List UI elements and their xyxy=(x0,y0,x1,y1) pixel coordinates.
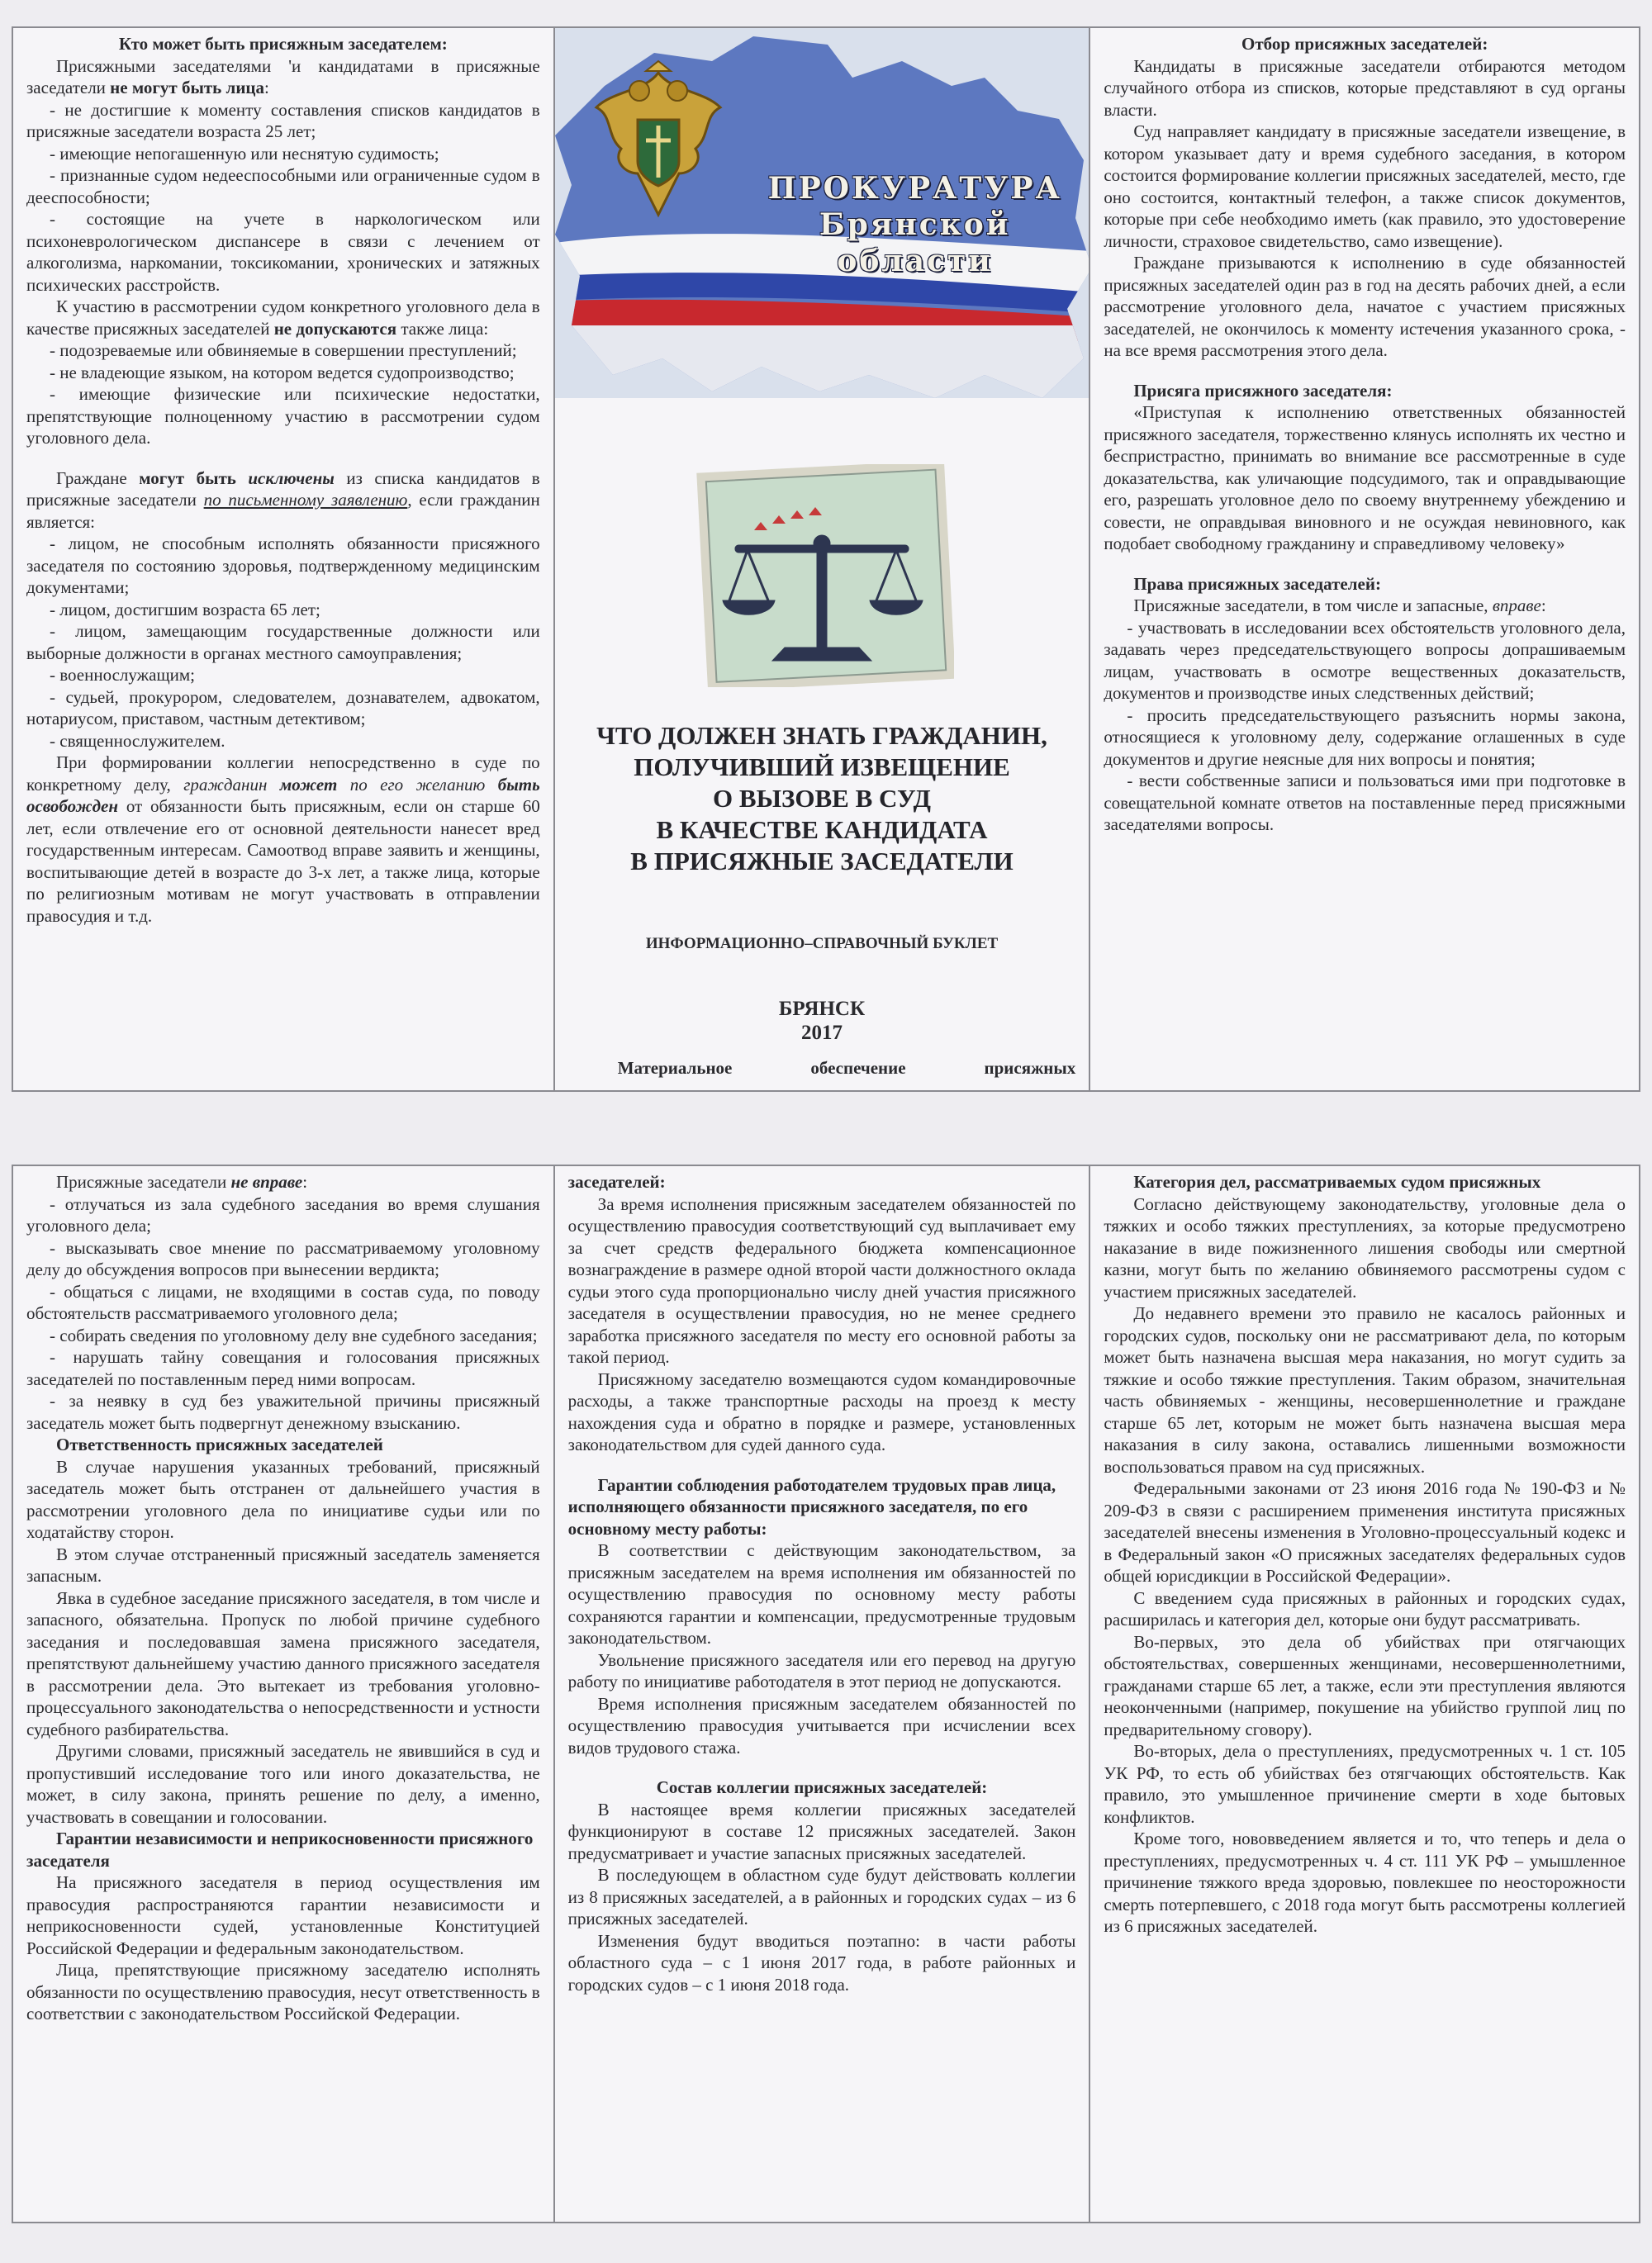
para-composition-2: В последующем в областном суде будут действовать коллегии из 8 присяжных заседателей, а в районных и городских судах – из 6 присяжных заседателей. xyxy=(567,1865,1076,1929)
column-case-categories xyxy=(1089,1166,1639,2222)
list-item: - военнослужащим; xyxy=(50,665,195,685)
text-may: может xyxy=(279,774,338,795)
list-item: - вести собственные записи и пользоваться ими при подготовке в совещательной комнате ответов на поставленные перед присяжными заседателями вопросы. xyxy=(1104,771,1626,834)
para-cat-3: Федеральными законами от 23 июня 2016 года № 190-ФЗ и № 209-ФЗ в связи с расширением применения института присяжных заседателей внесены изменения в Уголовно-процессуальный кодекс и в Федеральный закон «О присяжных заседателях федеральных судов общей юрисдикции в Российской Федерации». xyxy=(1104,1478,1626,1586)
heading-composition: Состав коллегии присяжных заседателей: xyxy=(656,1777,988,1797)
text-part-c: также лица: xyxy=(401,318,489,339)
cover-title-line: О ВЫЗОВЕ В СУД xyxy=(713,784,931,813)
para-cat-1: Согласно действующему законодательству, уголовные дела о тяжких и особо тяжких преступлениях, за которые предусмотрено наказание в виде пожизненного лишения свободы или смертной казни, могут быть по желанию обвиняемого рассмотрены судом с участием присяжных заседателей. xyxy=(1104,1193,1626,1302)
heading-selection: Отбор присяжных заседателей: xyxy=(1241,34,1488,54)
cover-title-line: В ПРИСЯЖНЫЕ ЗАСЕДАТЕЛИ xyxy=(630,847,1014,875)
foot-word: присяжных xyxy=(984,1057,1076,1078)
para-cat-7: Кроме того, нововведением является и то, что теперь и дела о преступлениях, предусмотренных ч. 4 ст. 111 УК РФ – умышленное причинение тяжкого вреда здоровью, повлекшее по неосторожности смерть потерпевшего, с 2018 года могут быть рассмотрены коллегией из 6 присяжных заседателей. xyxy=(1104,1829,1626,1936)
text-who-1: Присяжными заседателями 'и кандидатами в присяжные заседатели xyxy=(26,55,540,97)
foot-word: обеспечение xyxy=(810,1057,906,1078)
text-by-wish: по его желанию xyxy=(349,774,486,795)
para-cat-4: С введением суда присяжных в районных и городских судах, расширилась и категория дел, которые они будут рассматривать. xyxy=(1104,1587,1626,1630)
column-who-can-be-juror xyxy=(13,28,553,1090)
list-item: - не достигшие к моменту составления списков кандидатов в присяжные заседатели возраста 25 лет; xyxy=(26,99,540,141)
foot-word: Материальное xyxy=(617,1057,733,1078)
double-headed-eagle-emblem-icon xyxy=(588,58,729,223)
para-resp-4: Другими словами, присяжный заседатель не явившийся в суд и пропустивший исследование того или иного доказательства, не может, в силу закона, принять решение по делу, а именно, участвовать в совещании и голосовании. xyxy=(26,1741,540,1827)
text-rights-a: Присяжные заседатели, в том числе и запасные, xyxy=(1133,595,1488,615)
booklet-sheet-inner xyxy=(12,1165,1640,2223)
scales-of-justice-icon xyxy=(690,464,954,687)
list-item: - не владеющие языком, на котором ведется судопроизводство; xyxy=(50,362,515,382)
text-colon: : xyxy=(302,1172,308,1192)
list-item: - подозреваемые или обвиняемые в совершении преступлений; xyxy=(50,340,517,360)
para-rights xyxy=(1104,595,1626,617)
heading-responsibility: Ответственность присяжных заседателей xyxy=(56,1435,383,1454)
para-guar-2: Лица, препятствующие присяжному заседателю исполнять обязанности по осуществлению правосудия, несут ответственность в соответствии с законодательством Российской Федерации. xyxy=(26,1960,540,2023)
text-entitled: вправе xyxy=(1492,595,1541,615)
list-item: - за неявку в суд без уважительной причины присяжный заседатель может быть подвергнут денежному взысканию. xyxy=(26,1391,540,1433)
booklet-type: ИНФОРМАЦИОННО–СПРАВОЧНЫЙ БУКЛЕТ xyxy=(645,935,999,952)
cover-title-line: ПОЛУЧИВШИЙ ИЗВЕЩЕНИЕ xyxy=(634,752,1010,781)
cover-title-line: В КАЧЕСТВЕ КАНДИДАТА xyxy=(656,815,988,844)
para-cat-2: До недавнего времени это правило не касалось районных и городских судов, поскольку они не рассматривают дела, по которым может быть назначена высшая мера наказания, но могут судить за тяжкие и особо тяжкие преступления. Таким образом, значительная часть обвиняемых - женщины, несовершеннолетние и граждане старше 65 лет, которым не может быть назначена высшая мера наказания в силу закона, оставались лишенными возможности воспользоваться правом на суд присяжных. xyxy=(1104,1303,1626,1477)
text-written-request: по письменному заявлению xyxy=(203,490,408,510)
para-formation xyxy=(26,752,540,927)
booklet-sheet-outer xyxy=(12,26,1640,1092)
para-employer-3: Время исполнения присяжным заседателем обязанностей по осуществлению правосудия учитывается при исчислении всех видов трудового стажа. xyxy=(567,1693,1076,1758)
para-participation xyxy=(26,296,540,339)
text-form-a: При формировании коллегии непосредственно в суде по конкретному делу, xyxy=(26,752,540,795)
list-item: - собирать сведения по уголовному делу вне судебного заседания; xyxy=(50,1325,538,1345)
cover-title-line: ЧТО ДОЛЖЕН ЗНАТЬ ГРАЖДАНИН, xyxy=(596,721,1047,750)
para-oath: «Приступая к исполнению ответственных обязанностей присяжного заседателя, торжественно клянусь исполнять их честно и беспристрастно, принимать во внимание все рассмотренные в суде доказательства, как уличающие подсудимого, так и оправдывающие его, разрешать уголовное дело по своему внутреннему убеждению и совести, не оправдывая виновного и не осуждая невиновного, как подобает свободному гражданину и справедливому человеку» xyxy=(1104,402,1626,553)
para-cat-5: Во-первых, это дела об убийствах при отягчающих обстоятельствах, совершенных женщинами, несовершеннолетними, гражданами старше 65 лет, а также, если эти преступления являются неоконченными (например, покушение на убийство группой лиц по предварительному сговору). xyxy=(1104,1631,1626,1739)
heading-who-can-be-juror: Кто может быть присяжным заседателем: xyxy=(118,34,448,54)
para-resp-3: Явка в судебное заседание присяжного заседателя, в том числе и запасного, обязательна. Пропуск по любой причине судебного заседания и последовавшая замена присяжного заседателя, препятствуют дальнейшему участию данного присяжного заседателя в рассмотрении дела. Это вытекает из требования уголовно-процессуального законодательства о непосредственности и устности судебного разбирательства. xyxy=(26,1587,540,1739)
list-item: - имеющие физические или психические недостатки, препятствующие полноценному участию в рассмотрении судом уголовного дела. xyxy=(26,384,540,448)
heading-continued: заседателей: xyxy=(567,1172,666,1192)
list-item: - просить председательствующего разъяснить нормы закона, относящиеся к уголовному делу, содержание оглашенных в суде документов и другие неясные для них вопросы и понятия; xyxy=(1104,705,1626,769)
para-cat-6: Во-вторых, дела о преступлениях, предусмотренных ч. 1 ст. 105 УК РФ, то есть об убийствах без отягчающих обстоятельств. Как правило, это умышленное причинение смерти в ходе бытовых конфликтов. xyxy=(1104,1741,1626,1827)
text-form-f: от обязанности быть присяжным, если он старше 60 лет, если отвлечение его от основной деятельности нанесет вред государственным интересам. Самоотвод вправе заявить и женщины, воспитывающие детей в возрасте до 3-х лет, а также лица, которые по религиозным мотивам не могут участвовать в отправлении правосудия и т.д. xyxy=(26,796,540,926)
column-cover xyxy=(553,28,1089,1090)
list-item: - признанные судом недееспособными или ограниченные судом в дееспособности; xyxy=(26,165,540,207)
text-colon: : xyxy=(264,78,269,97)
text-not-allowed: не могут быть лица xyxy=(110,78,265,97)
heading-employer-guarantees: Гарантии соблюдения работодателем трудовых прав лица, исполняющего обязанности присяжного заседателя, по его основному месту работы: xyxy=(567,1474,1056,1539)
list-item: - отлучаться из зала судебного заседания во время слушания уголовного дела; xyxy=(26,1193,540,1236)
text-citizen: гражданин xyxy=(183,774,268,795)
column-prohibitions-responsibility xyxy=(13,1166,553,2222)
list-item: - лицом, замещающим государственные должности или выборные должности в органах местного самоуправления; xyxy=(26,621,540,663)
org-line-1: ПРОКУРАТУРА xyxy=(767,171,1062,206)
para-material-2: Присяжному заседателю возмещаются судом командировочные расходы, а также транспортные расходы на проезд к месту нахождения суда и обратно в порядке и размере, установленных законодательством для судей данного суда. xyxy=(567,1369,1076,1454)
text-be-released: быть освобожден xyxy=(26,774,540,816)
text-excluded: исключены xyxy=(248,467,335,488)
cover-title xyxy=(555,720,1089,877)
heading-case-categories: Категория дел, рассматриваемых судом присяжных xyxy=(1133,1172,1541,1192)
list-item: - состоящие на учете в наркологическом или психоневрологическом диспансере в связи с лечением от алкоголизма, наркомании, токсикомании, хронических и затяжных психических расстройств. xyxy=(26,209,540,295)
para-resp-2: В этом случае отстраненный присяжный заседатель заменяется запасным. xyxy=(26,1544,540,1586)
text-may-be: могут быть xyxy=(139,467,236,488)
para-employer-2: Увольнение присяжного заседателя или его перевод на другую работу по инициативе работодателя в этот период не допускаются. xyxy=(567,1649,1076,1691)
para-material-1: За время исполнения присяжным заседателем обязанностей по осуществлению правосудия соответствующий суд выплачивает ему за счет средств федерального бюджета компенсационное вознаграждение в размере одной второй части должностного оклада судьи этого суда пропорционально числу дней участия присяжного заседателя в осуществлении правосудия, но не менее среднего заработка присяжного заседателя по месту его основной работы за такой период. xyxy=(567,1193,1076,1367)
city: БРЯНСК xyxy=(778,997,866,1020)
list-item: - лицом, достигшим возраста 65 лет; xyxy=(50,599,320,619)
list-item: - лицом, не способным исполнять обязанности присяжного заседателя по состоянию здоровья, подтвержденному медицинским документами; xyxy=(26,534,540,597)
text-excl-a: Граждане xyxy=(56,467,127,488)
para-not-entitled xyxy=(26,1171,540,1193)
para-composition-1: В настоящее время коллегии присяжных заседателей функционируют в составе 12 присяжных заседателей. Закон предусматривает и участие запасных присяжных заседателей. xyxy=(567,1799,1076,1863)
prosecutor-office-title xyxy=(742,170,1089,279)
heading-guarantees-independence: Гарантии независимости и неприкосновенности присяжного заседателя xyxy=(26,1829,534,1871)
heading-rights: Права присяжных заседателей: xyxy=(1133,573,1381,594)
text-colon: : xyxy=(1540,595,1546,615)
year: 2017 xyxy=(801,1021,843,1044)
cover-banner xyxy=(555,28,1089,398)
heading-oath: Присяга присяжного заседателя: xyxy=(1133,380,1393,401)
list-item: - нарушать тайну совещания и голосования присяжных заседателей по поставленным перед ними вопросам. xyxy=(26,1347,540,1389)
list-item: - высказывать свое мнение по рассматриваемому уголовному делу до обсуждения вопросов при вынесении вердикта; xyxy=(26,1237,540,1279)
para-employer-1: В соответствии с действующим законодательством, за присяжным заседателем на время исполнения им обязанностей по осуществлению правосудия по основному месту работы сохраняются гарантии и компенсации, предусмотренные трудовым законодательством. xyxy=(567,1540,1076,1648)
list-item: - судьей, прокурором, следователем, дознавателем, адвокатом, нотариусом, приставом, частным детективом; xyxy=(26,686,540,728)
para-guar-1: На присяжного заседателя в период осуществления им правосудия распространяются гарантии независимости и неприкосновенности судей, установленные Конституцией Российской Федерации и федеральным законодательством. xyxy=(26,1872,540,1958)
para-composition-3: Изменения будут вводиться поэтапно: в части работы областного суда – с 1 июня 2017 года, в работе районных и городских судов – с 1 июня 2018 года. xyxy=(567,1930,1076,1995)
material-support-heading-start xyxy=(618,1057,1076,1079)
text-excl-f: , если гражданин является: xyxy=(26,490,540,532)
para-resp-1: В случае нарушения указанных требований, присяжный заседатель может быть отстранен от дальнейшего участия в рассмотрении уголовного дела по инициативе судьи или по ходатайству сторон. xyxy=(26,1456,540,1542)
list-item: - имеющие непогашенную или неснятую судимость; xyxy=(50,143,439,164)
para-exclusion xyxy=(26,467,540,534)
text-not-a: Присяжные заседатели xyxy=(56,1172,227,1192)
list-item: - участвовать в исследовании всех обстоятельств уголовного дела, задавать через председательствующего вопросы допрашиваемым лицам, участвовать в осмотре вещественных доказательств, документов и производстве иных следственных действий; xyxy=(1104,617,1626,703)
para-who xyxy=(26,55,540,99)
para-selection-3: Граждане призываются к исполнению в суде обязанностей присяжных заседателей один раз в год на десять рабочих дней, а если рассмотрение уголовного дела, начатое с участием присяжных заседателей, не окончилось к моменту истечения указанного срока, - на все время рассмотрения этого дела. xyxy=(1104,253,1626,360)
column-material-support-composition xyxy=(553,1166,1089,2222)
list-item: - общаться с лицами, не входящими в состав суда, по поводу обстоятельств рассматриваемого уголовного дела; xyxy=(26,1281,540,1323)
text-not-admitted: не допускаются xyxy=(273,318,397,339)
text-part-a: К участию в рассмотрении судом конкретного уголовного дела в качестве присяжных заседателей xyxy=(26,297,540,339)
org-line-2: Брянской области xyxy=(819,207,1011,278)
text-not-entitled: не вправе xyxy=(230,1172,303,1192)
text-excl-d: из списка кандидатов в присяжные заседатели xyxy=(26,467,540,510)
list-item: - священнослужителем. xyxy=(50,730,225,751)
para-selection-1: Кандидаты в присяжные заседатели отбираются методом случайного отбора из списков, которые представляют в суд органы власти. xyxy=(1104,55,1626,120)
column-selection-oath-rights xyxy=(1089,28,1639,1090)
para-selection-2: Суд направляет кандидату в присяжные заседатели извещение, в котором указывает дату и время судебного заседания, в котором состоится формирование коллегии присяжных заседателей, место, где оно состоится, контактный телефон, а также список документов, которые при себе необходимо иметь (как правило, это удостоверение личности, страховое свидетельство, само извещение). xyxy=(1104,121,1626,251)
